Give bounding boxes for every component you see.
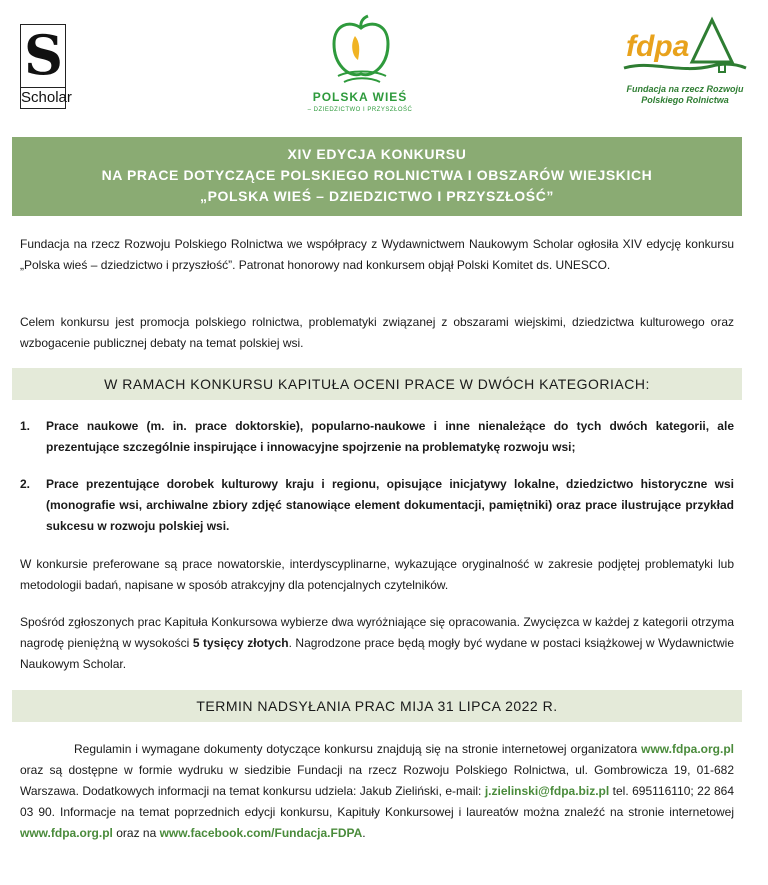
title-line-3: „POLSKA WIEŚ – DZIEDZICTWO I PRZYSZŁOŚĆ” bbox=[199, 188, 555, 204]
category-text: Prace naukowe (m. in. prace doktorskie), popularno-naukowe i inne nienależące do tych dwóch kategorii, ale prezentujące szczególnie inspirujące i innowacyjne spojrzenie na problematykę rozwoju wsi; bbox=[46, 419, 734, 454]
scholar-logo-glyph: S bbox=[24, 23, 63, 87]
prize-text-after: . Nagrodzone prace będą mogły być wydane w postaci książkowej w Wydawnictwie Naukowym Scholar. bbox=[20, 636, 734, 671]
facebook-link[interactable]: www.facebook.com/Fundacja.FDPA bbox=[159, 826, 363, 840]
polska-wies-logo-name: POLSKA WIEŚ bbox=[312, 90, 408, 104]
prize-amount: 5 tysięcy złotych bbox=[192, 636, 289, 650]
contact-text-3: tel. 695116110; 22 864 03 90. Informacje na temat poprzednich edycji konkursu, Kapituły Konkursowej i laureatów można znaleźć na stronie internetowej bbox=[20, 784, 734, 819]
contact-text-5: . bbox=[362, 826, 366, 840]
prize-paragraph bbox=[20, 612, 734, 675]
fdpa-logo bbox=[620, 14, 750, 114]
polska-wies-logo bbox=[300, 14, 420, 120]
fdpa-logo-name: fdpa bbox=[626, 30, 690, 63]
contact-paragraph bbox=[20, 739, 734, 844]
category-text: Prace prezentujące dorobek kulturowy kraju i regionu, opisujące inicjatywy lokalne, dziedzictwo historyczne wsi (monografie wsi, archiwalne zbiory zdjęć stanowiące element dokumentacji, pamiętniki) oraz prace ilustrujące przykład sukcesu w rozwoju polskiej wsi. bbox=[46, 477, 734, 533]
goal-paragraph: Celem konkursu jest promocja polskiego rolnictwa, problematyki związanej z obszarami wiejskimi, dziedzictwa kulturowego oraz wzbogacenie publicznej debaty na temat polskiej wsi. bbox=[20, 315, 734, 350]
fdpa-logo-caption-line2: Polskiego Rolnictwa bbox=[641, 95, 729, 105]
fdpa-logo-caption bbox=[620, 84, 750, 106]
prize-text-before: Spośród zgłoszonych prac Kapituła Konkursowa wybierze dwa wyróżniające się opracowania. Zwycięzca w każdej z kategorii otrzyma nagrodę pieniężną w wysokości bbox=[20, 615, 734, 650]
category-number: 1. bbox=[20, 419, 31, 433]
email-link[interactable]: j.zielinski@fdpa.biz.pl bbox=[484, 784, 610, 798]
title-banner bbox=[12, 137, 742, 216]
fdpa-logo-caption-line1: Fundacja na rzecz Rozwoju bbox=[626, 84, 744, 94]
contact-text-4: oraz na bbox=[112, 826, 160, 840]
scholar-logo bbox=[20, 23, 72, 112]
preferred-paragraph: W konkursie preferowane są prace nowatorskie, interdyscyplinarne, wykazujące oryginalność w zakresie podjętej problematyki lub metodologii badań, napisane w sposób atrakcyjny dla potencjalnych czytelników. bbox=[20, 557, 734, 592]
logo-row bbox=[0, 0, 768, 130]
intro-paragraph: Fundacja na rzecz Rozwoju Polskiego Rolnictwa we współpracy z Wydawnictwem Naukowym Scholar ogłosiła XIV edycję konkursu „Polska wieś – dziedzictwo i przyszłość”. Patronat honorowy nad konkursem objął Polski Komitet ds. UNESCO. bbox=[20, 237, 734, 272]
website-link[interactable]: www.fdpa.org.pl bbox=[641, 742, 734, 756]
category-item-1 bbox=[20, 416, 734, 458]
category-item-2 bbox=[20, 474, 734, 537]
apple-icon bbox=[330, 14, 392, 86]
title-line-2: NA PRACE DOTYCZĄCE POLSKIEGO ROLNICTWA I OBSZARÓW WIEJSKICH bbox=[101, 167, 653, 183]
contact-text-1: Regulamin i wymagane dokumenty dotyczące konkursu znajdują się na stronie internetowej organizatora bbox=[74, 742, 642, 756]
category-number: 2. bbox=[20, 477, 31, 491]
title-line-1: XIV EDYCJA KONKURSU bbox=[287, 146, 467, 162]
contact-text-2: oraz są dostępne w formie wydruku w siedzibie Fundacji na rzecz Rozwoju Polskiego Rolnictwa, ul. Gombrowicza 19, 01-682 Warszawa. Dodatkowych informacji na temat konkursu udziela: Jakub Zieliński, e-mail: bbox=[20, 763, 734, 798]
website-link-2[interactable]: www.fdpa.org.pl bbox=[20, 826, 113, 840]
polska-wies-logo-subtitle: – DZIEDZICTWO I PRZYSZŁOŚĆ bbox=[307, 107, 413, 113]
deadline-banner: TERMIN NADSYŁANIA PRAC MIJA 31 LIPCA 2022 R. bbox=[12, 690, 742, 722]
scholar-logo-word: Scholar bbox=[20, 87, 66, 109]
categories-heading: W RAMACH KONKURSU KAPITUŁA OCENI PRACE W DWÓCH KATEGORIACH: bbox=[12, 368, 742, 400]
